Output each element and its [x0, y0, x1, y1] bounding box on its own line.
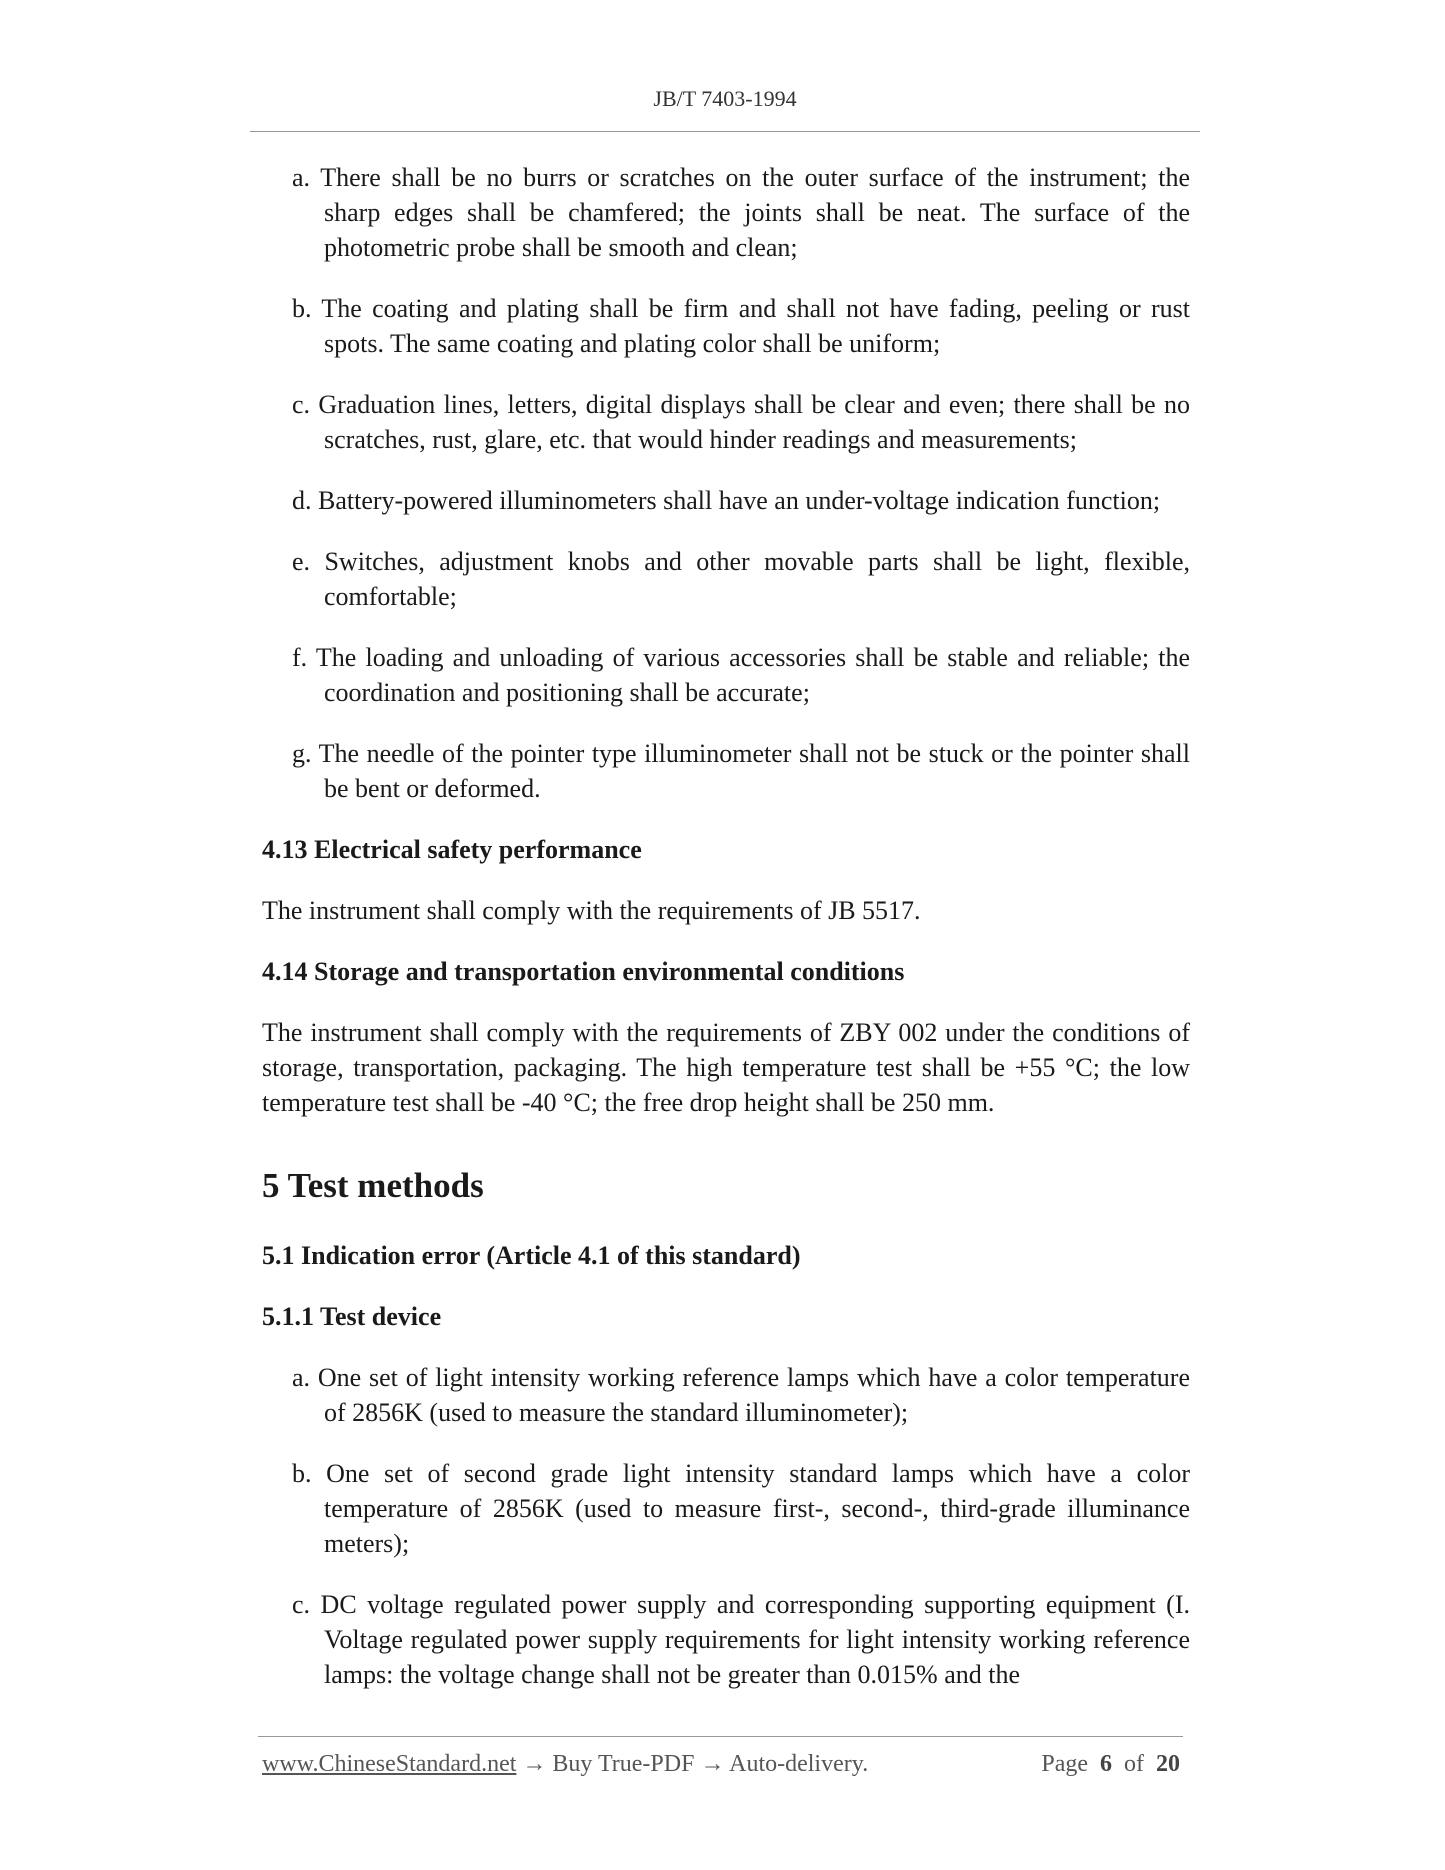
page-total: 20	[1156, 1751, 1180, 1777]
page-number: 6	[1100, 1751, 1112, 1777]
list-item: c. Graduation lines, letters, digital displays shall be clear and even; there shall be no scratches, rust, glare, etc. that would hinder readings and measurements;	[292, 390, 1190, 454]
of-label: of	[1124, 1751, 1144, 1777]
section-body-4-13: The instrument shall comply with the requirements of JB 5517.	[262, 896, 921, 925]
page-content	[262, 160, 1190, 1718]
section-heading-5-1: 5.1 Indication error (Article 4.1 of this standard)	[262, 1241, 801, 1270]
header-divider	[250, 131, 1200, 132]
list-item: a. There shall be no burrs or scratches on the outer surface of the instrument; the sharp edges shall be chamfered; the joints shall be neat. The surface of the photometric probe shall be smooth and clean;	[292, 163, 1190, 262]
list-item: g. The needle of the pointer type illuminometer shall not be stuck or the pointer shall be bent or deformed.	[292, 739, 1190, 803]
footer-divider	[258, 1736, 1183, 1737]
chapter-heading-5: 5 Test methods	[262, 1166, 484, 1205]
section-heading-5-1-1: 5.1.1 Test device	[262, 1302, 442, 1331]
section-heading-4-14: 4.14 Storage and transportation environmental conditions	[262, 957, 905, 986]
list-item: b. The coating and plating shall be firm and shall not have fading, peeling or rust spots. The same coating and plating color shall be uniform;	[292, 294, 1190, 358]
site-link[interactable]: www.ChineseStandard.net	[262, 1751, 517, 1777]
list-item: e. Switches, adjustment knobs and other movable parts shall be light, flexible, comfortable;	[292, 547, 1190, 611]
page-label: Page	[1041, 1751, 1088, 1777]
list-item: f. The loading and unloading of various accessories shall be stable and reliable; the coordination and positioning shall be accurate;	[292, 643, 1190, 707]
footer-tagline: → Buy True-PDF → Auto-delivery.	[516, 1751, 869, 1777]
list-item: a. One set of light intensity working reference lamps which have a color temperature of 2856K (used to measure the standard illuminometer);	[292, 1363, 1190, 1427]
document-header-id: JB/T 7403-1994	[653, 86, 797, 111]
list-item: c. DC voltage regulated power supply and corresponding supporting equipment (I. Voltage regulated power supply requirements for light intensity working reference lamps: the voltage change shall not be greater than 0.015% and the	[292, 1590, 1190, 1689]
section-heading-4-13: 4.13 Electrical safety performance	[262, 835, 642, 864]
page-indicator	[1041, 1751, 1180, 1778]
section-body-4-14: The instrument shall comply with the requirements of ZBY 002 under the conditions of storage, transportation, packaging. The high temperature test shall be +55 °C; the low temperature test shall be -40 °C; the free drop height shall be 250 mm.	[262, 1018, 1190, 1117]
list-item: b. One set of second grade light intensity standard lamps which have a color temperature of 2856K (used to measure first-, second-, third-grade illuminance meters);	[292, 1459, 1190, 1558]
list-item: d. Battery-powered illuminometers shall have an under-voltage indication function;	[292, 486, 1161, 515]
